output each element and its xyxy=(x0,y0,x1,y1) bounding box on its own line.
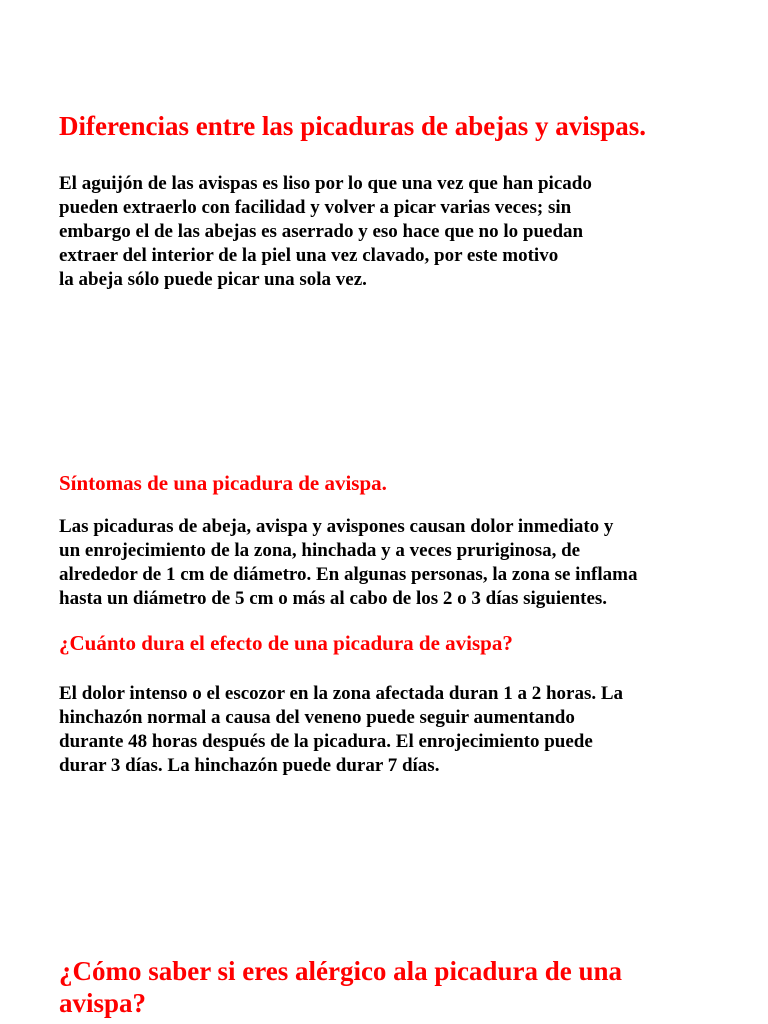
paragraph-line: un enrojecimiento de la zona, hinchada y a veces pruriginosa, de xyxy=(59,540,581,561)
paragraph-duration xyxy=(59,682,623,778)
paragraph-line: pueden extraerlo con facilidad y volver a picar varias veces; sin xyxy=(59,197,572,218)
paragraph-line: El aguijón de las avispas es liso por lo que una vez que han picado xyxy=(59,173,592,194)
paragraph-line: hasta un diámetro de 5 cm o más al cabo de los 2 o 3 días siguientes. xyxy=(59,588,608,609)
section-heading-allergy: ¿Cómo saber si eres alérgico ala picadura de una avispa? xyxy=(59,956,622,1018)
section-heading-duration: ¿Cuánto dura el efecto de una picadura de avispa? xyxy=(59,631,513,655)
paragraph-line: hinchazón normal a causa del veneno puede seguir aumentando xyxy=(59,707,575,728)
paragraph-line: El dolor intenso o el escozor en la zona afectada duran 1 a 2 horas. La xyxy=(59,683,624,704)
paragraph-line: la abeja sólo puede picar una sola vez. xyxy=(59,269,367,290)
paragraph-line: durar 3 días. La hinchazón puede durar 7 días. xyxy=(59,755,440,776)
paragraph-line: embargo el de las abejas es aserrado y eso hace que no lo puedan xyxy=(59,221,584,242)
section-heading-symptoms: Síntomas de una picadura de avispa. xyxy=(59,471,387,495)
paragraph-differences xyxy=(59,172,592,292)
paragraph-line: durante 48 horas después de la picadura. El enrojecimiento puede xyxy=(59,731,593,752)
paragraph-symptoms xyxy=(59,515,637,611)
section-heading-differences: Diferencias entre las picaduras de abejas y avispas. xyxy=(59,111,646,141)
paragraph-line: Las picaduras de abeja, avispa y avispones causan dolor inmediato y xyxy=(59,516,614,537)
paragraph-line: extraer del interior de la piel una vez clavado, por este motivo xyxy=(59,245,559,266)
paragraph-line: alrededor de 1 cm de diámetro. En algunas personas, la zona se inflama xyxy=(59,564,638,585)
